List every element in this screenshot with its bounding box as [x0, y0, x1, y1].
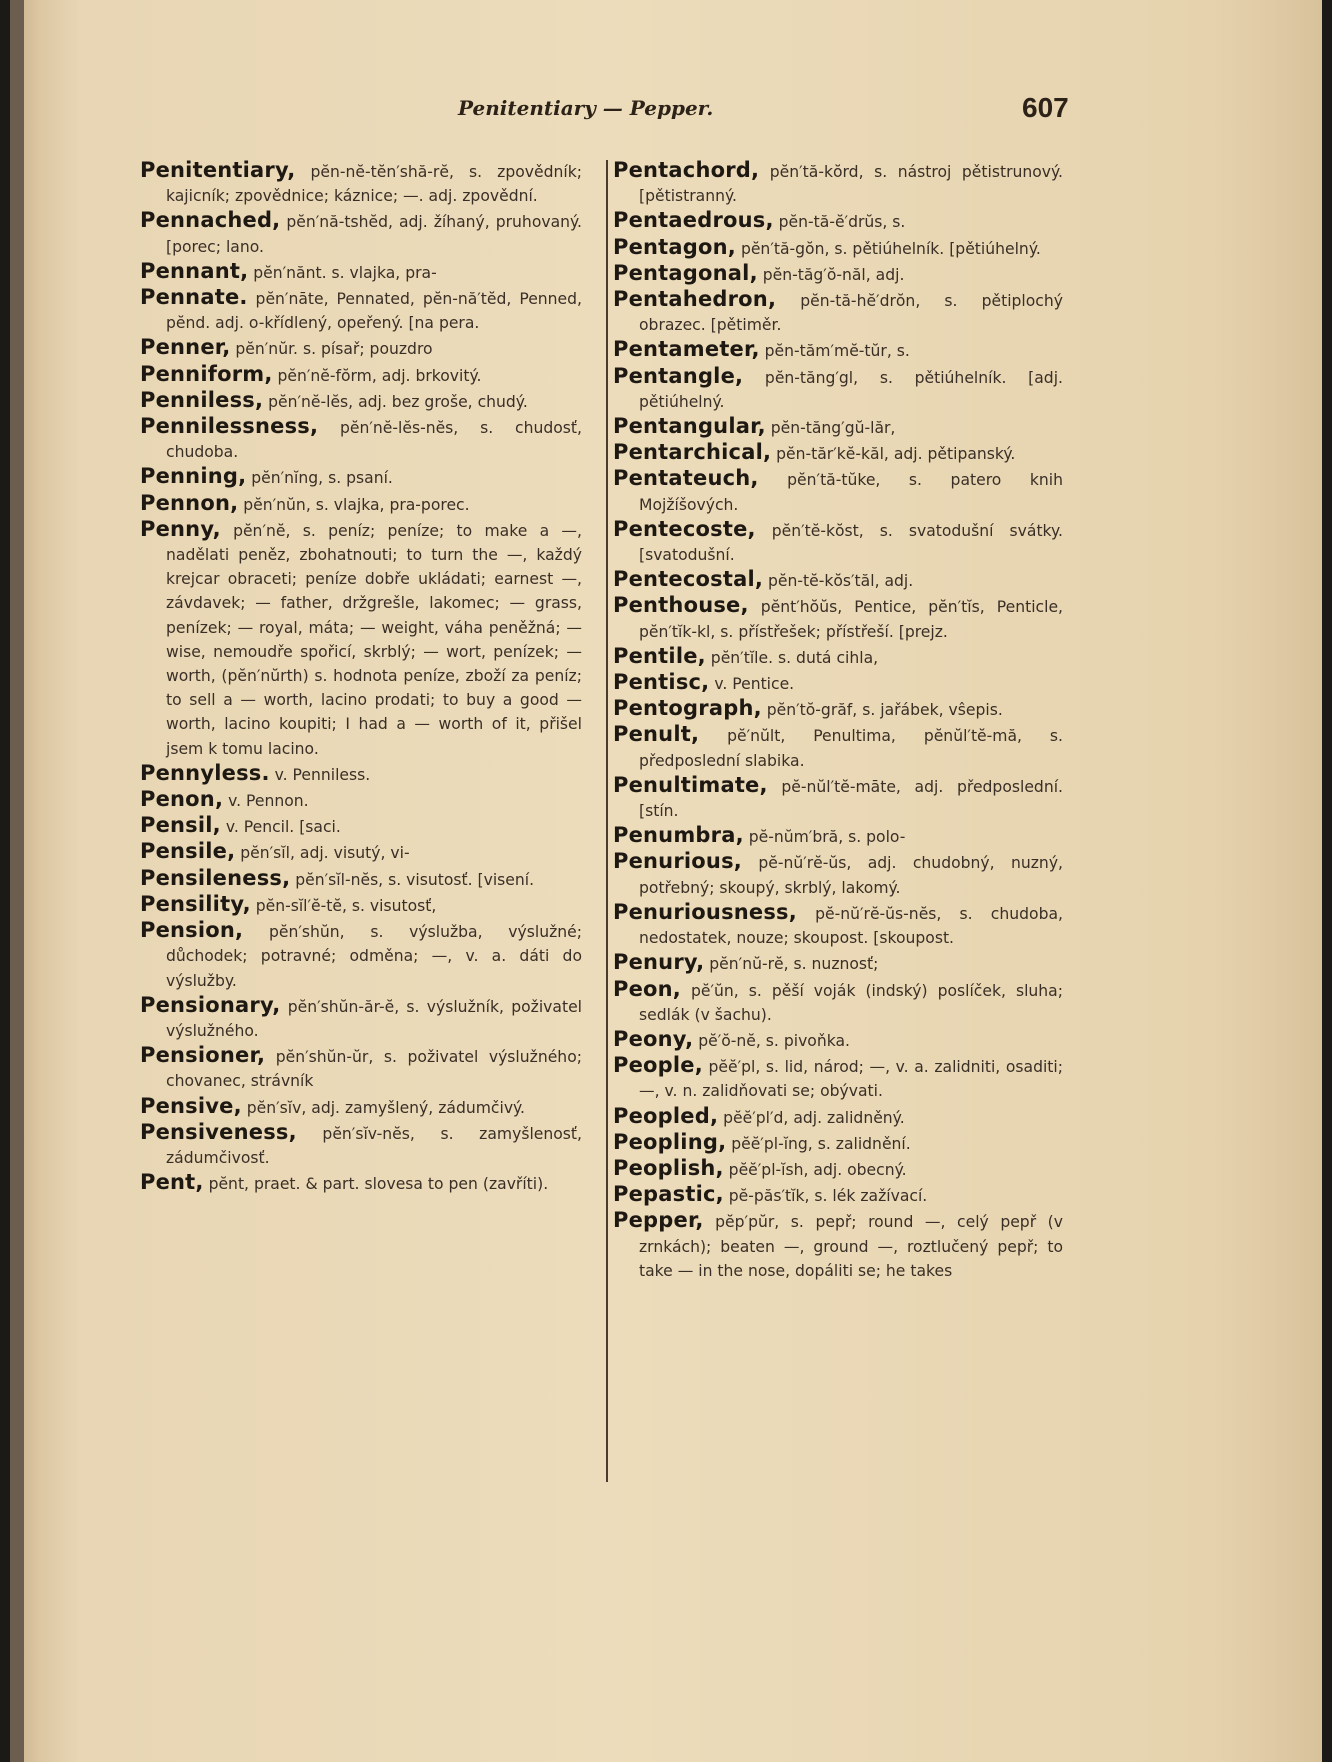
entry-definition: pĕn-tă-ĕ′drŭs, s. [773, 213, 906, 232]
entry-definition: v. Penniless. [269, 765, 371, 784]
entry-headword: Penuriousness, [613, 899, 797, 924]
entry-definition: pĕ-nŭl′tĕ-māte, adj. předposlední. [stín. [639, 777, 1063, 821]
entry-definition: v. Pentice. [709, 675, 795, 694]
entry-definition: pĕn′nĕ-fŏrm, adj. brkovitý. [272, 366, 482, 385]
entry-headword: Pentaedrous, [613, 208, 774, 233]
entry-definition: pĕn-tăm′mĕ-tŭr, s. [759, 342, 910, 361]
entry-definition: pĕn′nŭr. s. písař; pouzdro [230, 340, 433, 359]
entry-definition: pĕn-nĕ-tĕn′shă-rĕ, s. zpovědník; kajicník; zpovědnice; káznice; —. adj. zpovědní. [166, 163, 582, 206]
dictionary-entry [140, 158, 582, 208]
page-header [10, 92, 1322, 130]
dictionary-entry [613, 414, 1063, 440]
entry-definition: pĕn-tăg′ŏ-năl, adj. [757, 265, 905, 284]
dictionary-entry [140, 388, 582, 414]
dictionary-entry [140, 335, 582, 361]
dictionary-entry [613, 208, 1063, 234]
dictionary-entry [140, 362, 582, 388]
entry-headword: Peony, [613, 1026, 694, 1051]
entry-headword: Pensioner, [140, 1043, 266, 1068]
entry-headword: Penniform, [140, 361, 273, 386]
dictionary-entry [613, 900, 1063, 950]
entry-definition: v. Pencil. [saci. [220, 818, 341, 837]
dictionary-entry [140, 517, 582, 761]
entry-headword: Pentangular, [613, 414, 766, 439]
dictionary-entry [613, 773, 1063, 823]
entry-definition: pĕn′nĕ, s. peníz; peníze; to make a —, nadělati peněz, zbohatnouti; to turn the —, každý krejcar obraceti; peníze dobře ukládati; earnest —, závdavek; — father, držgrešle, lakomec; — grass, penízek; — royal, máta; — weight, váha peněžná; — wise, nemoudře spořicí, skrblý; — wort, penízek; — worth, (pĕn′nŭrth) s. hodnota peníze, zboží za peníz; to sell a — worth, lacino prodati; to buy a good — worth, lacino koupiti; I had a — worth of it, přišel jsem k tomu lacino. [166, 521, 582, 758]
entry-headword: Penniless, [140, 387, 264, 412]
dictionary-page [10, 0, 1322, 1762]
entry-definition: pĕn′sĭv, adj. zamyšlený, zádumčivý. [241, 1098, 526, 1117]
dictionary-entry [140, 866, 582, 892]
entry-definition: pĕn′nŭn, s. vlajka, pra-porec. [238, 495, 470, 514]
entry-headword: Peoplish, [613, 1155, 724, 1180]
entry-headword: Penner, [140, 335, 231, 360]
dictionary-entry [140, 414, 582, 464]
entry-headword: Pepastic, [613, 1182, 724, 1207]
entry-headword: Penumbra, [613, 823, 744, 848]
entry-headword: Pennyless. [140, 760, 270, 785]
entry-headword: Pensileness, [140, 865, 291, 890]
entry-headword: Pennant, [140, 258, 249, 283]
dictionary-entry [140, 761, 582, 787]
entry-definition: pĕĕ′pl-ĭng, s. zalidnění. [726, 1134, 911, 1153]
entry-definition: pĕn′tă-gŏn, s. pětiúhelník. [pětiúhelný. [735, 239, 1041, 258]
entry-definition: pĕn′nāte, Pennated, pĕn-nă′tĕd, Penned, pĕnd. adj. o-křídlený, opeřený. [na pera. [166, 290, 582, 333]
entry-definition: pĕnt, praet. & part. slovesa to pen (zavříti). [203, 1175, 549, 1194]
entry-headword: Pensiveness, [140, 1119, 297, 1144]
entry-headword: Penitentiary, [140, 158, 296, 182]
dictionary-entry [140, 892, 582, 918]
entry-definition: pĕn′nĭng, s. psaní. [246, 469, 393, 488]
dictionary-entry [140, 259, 582, 285]
entry-definition: pĕn-tăng′gl, s. pětiúhelník. [adj. pětiúhelný. [639, 368, 1063, 411]
entry-headword: Pennon, [140, 490, 239, 515]
dictionary-entry [613, 158, 1063, 208]
entry-headword: Pentograph, [613, 696, 762, 721]
entry-headword: Pensility, [140, 891, 251, 916]
entry-definition: v. Pennon. [223, 792, 309, 811]
dictionary-entry [140, 1170, 582, 1196]
entry-definition: pĕnt′hŏŭs, Pentice, pĕn′tĭs, Penticle, pĕn′tĭk-kl, s. přístřešek; přístřeší. [prejz. [639, 598, 1063, 641]
dictionary-entry [613, 1104, 1063, 1130]
entry-definition: pĕĕ′pl′d, adj. zalidněný. [718, 1108, 905, 1127]
entry-headword: Pensil, [140, 813, 221, 838]
entry-definition: pĕn-tă-hĕ′drŏn, s. pětiplochý obrazec. [pětiměr. [639, 292, 1063, 335]
dictionary-entry [140, 491, 582, 517]
entry-headword: Pentile, [613, 643, 706, 668]
entry-headword: Peopling, [613, 1129, 727, 1154]
dictionary-entry [140, 464, 582, 490]
dictionary-entry [613, 287, 1063, 337]
entry-definition: pĕn′tŏ-grăf, s. jařábek, vŝepis. [761, 701, 1003, 720]
entry-headword: Pensile, [140, 839, 236, 864]
entry-definition: pĕ′nŭlt, Penultima, pĕnŭl′tĕ-mă, s. předposlední slabika. [639, 727, 1063, 770]
entry-headword: Pension, [140, 918, 244, 943]
entry-headword: Penon, [140, 787, 224, 812]
entry-headword: Peopled, [613, 1103, 719, 1128]
dictionary-entry [613, 722, 1063, 772]
dictionary-entry [140, 285, 582, 335]
entry-definition: pĕn′nă-tshĕd, adj. žíhaný, pruhovaný. [porec; lano. [166, 213, 582, 256]
dictionary-entry [613, 337, 1063, 363]
dictionary-entry [613, 644, 1063, 670]
entry-headword: Pentagon, [613, 234, 736, 259]
entry-definition: pĕn′tĕ-kŏst, s. svatodušní svátky. [svatodušní. [639, 521, 1063, 565]
entry-headword: Pent, [140, 1170, 204, 1195]
entry-headword: Pennate. [140, 285, 248, 310]
dictionary-entry [613, 823, 1063, 849]
dictionary-entry [613, 466, 1063, 516]
dictionary-entry [613, 235, 1063, 261]
dictionary-entry [613, 950, 1063, 976]
entry-headword: Pentarchical, [613, 440, 772, 465]
entry-definition: pĕ-nŭ′rĕ-ŭs, adj. chudobný, nuzný, potřebný; skoupý, skrblý, lakomý. [639, 854, 1063, 897]
dictionary-entry [613, 1053, 1063, 1103]
dictionary-entry [140, 787, 582, 813]
dictionary-entry [140, 993, 582, 1043]
dictionary-entry [140, 208, 582, 258]
dictionary-entry [613, 364, 1063, 414]
entry-headword: Pentisc, [613, 670, 710, 695]
entry-definition: pĕĕ′pl, s. lid, národ; —, v. a. zalidniti, osaditi; —, v. n. zalidňovati se; obývati. [639, 1058, 1063, 1101]
dictionary-entry [140, 839, 582, 865]
entry-headword: Pensionary, [140, 992, 281, 1017]
dictionary-entry [613, 517, 1063, 567]
entry-definition: pĕn-tăr′kĕ-kăl, adj. pětipanský. [771, 445, 1016, 464]
entry-definition: pĕn′nĕ-lĕs, adj. bez groše, chudý. [263, 392, 528, 411]
entry-definition: pĕn′shŭn, s. výslužba, výslužné; důchodek; potravné; odměna; —, v. a. dáti do výslužby. [166, 923, 582, 990]
book-spine-shadow [10, 0, 24, 1762]
entry-headword: Pentagonal, [613, 260, 758, 285]
entry-headword: Pentameter, [613, 337, 760, 362]
entry-headword: Pentecostal, [613, 567, 764, 592]
entry-headword: Pentahedron, [613, 287, 777, 312]
right-column [613, 158, 1063, 1283]
entry-headword: Penthouse, [613, 593, 749, 618]
entry-headword: Penury, [613, 950, 705, 975]
running-head: Penitentiary — Pepper. [458, 96, 714, 120]
dictionary-entry [613, 849, 1063, 899]
entry-definition: pĕn′shŭn-ŭr, s. poživatel výslužného; chovanec, strávník [166, 1048, 582, 1091]
dictionary-entry [140, 1120, 582, 1170]
entry-definition: pĕĕ′pl-ĭsh, adj. obecný. [723, 1160, 907, 1179]
dictionary-entry [613, 1130, 1063, 1156]
entry-definition: pĕn′tă-tŭke, s. patero knih Mojžíšových. [639, 471, 1063, 514]
dictionary-entry [613, 1182, 1063, 1208]
entry-definition: pĕn′shŭn-ăr-ĕ, s. výslužník, poživatel výslužného. [166, 997, 582, 1040]
dictionary-entry [140, 1094, 582, 1120]
entry-definition: pĕn′sĭv-nĕs, s. zamyšlenosť, zádumčivosť. [166, 1124, 582, 1167]
entry-definition: pĕ-nŭm′bră, s. polo- [743, 828, 906, 847]
entry-headword: Pennached, [140, 208, 281, 233]
entry-definition: pĕn′nănt. s. vlajka, pra- [248, 263, 437, 282]
entry-definition: pĕn-tĕ-kŏs′tăl, adj. [763, 572, 914, 591]
entry-headword: Pentecoste, [613, 516, 756, 541]
entry-headword: Pennilessness, [140, 414, 319, 439]
entry-headword: Pepper, [613, 1208, 704, 1233]
dictionary-entry [613, 977, 1063, 1027]
entry-headword: Pentateuch, [613, 466, 759, 491]
dictionary-entry [140, 813, 582, 839]
page-number: 607 [1022, 92, 1069, 123]
entry-definition: pĕn′sĭl, adj. visutý, vi- [235, 844, 410, 863]
entry-headword: Penurious, [613, 849, 742, 874]
dictionary-entry [140, 1043, 582, 1093]
entry-headword: Penning, [140, 464, 247, 489]
dictionary-entry [613, 670, 1063, 696]
dictionary-entry [613, 567, 1063, 593]
entry-definition: pĕ′ŭn, s. pěší voják (indský) poslíček, sluha; sedlák (v šachu). [639, 981, 1063, 1024]
entry-definition: pĕn′sĭl-nĕs, s. visutosť. [visení. [290, 870, 535, 889]
entry-definition: pĕn′tĭle. s. dutá cihla, [705, 648, 879, 667]
entry-definition: pĕn-tăng′gŭ-lăr, [765, 419, 896, 438]
dictionary-entry [613, 261, 1063, 287]
entry-definition: pĕ′ŏ-nĕ, s. pivoňka. [693, 1031, 850, 1050]
entry-definition: pĕn-sĭl′ĕ-tĕ, s. visutosť, [250, 896, 437, 915]
dictionary-entry [613, 593, 1063, 643]
entry-headword: Pentachord, [613, 158, 760, 182]
dictionary-entry [613, 1156, 1063, 1182]
entry-headword: Penny, [140, 516, 221, 541]
entry-definition: pĕn′nĕ-lĕs-nĕs, s. chudosť, chudoba. [166, 419, 582, 462]
entry-definition: pĕ-nŭ′rĕ-ŭs-nĕs, s. chudoba, nedostatek, nouze; skoupost. [skoupost. [639, 904, 1063, 948]
dictionary-entry [613, 1027, 1063, 1053]
dictionary-entry [613, 440, 1063, 466]
entry-headword: Pentangle, [613, 363, 744, 388]
entry-headword: Peon, [613, 976, 681, 1001]
entry-definition: pĕn′tă-kŏrd, s. nástroj pětistrunový. [pětistranný. [639, 163, 1063, 206]
dictionary-entry [613, 1208, 1063, 1283]
dictionary-entry [140, 918, 582, 993]
entry-headword: Pensive, [140, 1093, 242, 1118]
entry-headword: Penult, [613, 722, 700, 747]
entry-definition: pĕp′pŭr, s. pepř; round —, celý pepř (v zrnkách); beaten —, ground —, roztlučený pepř; to take — in the nose, dopáliti se; he takes [639, 1213, 1063, 1280]
entry-headword: People, [613, 1053, 703, 1078]
entry-definition: pĕn′nŭ-rĕ, s. nuznosť; [704, 955, 879, 974]
entry-headword: Penultimate, [613, 772, 768, 797]
column-divider [606, 160, 608, 1482]
left-column [140, 158, 582, 1196]
entry-definition: pĕ-păs′tĭk, s. lék zažívací. [723, 1187, 928, 1206]
dictionary-entry [613, 696, 1063, 722]
